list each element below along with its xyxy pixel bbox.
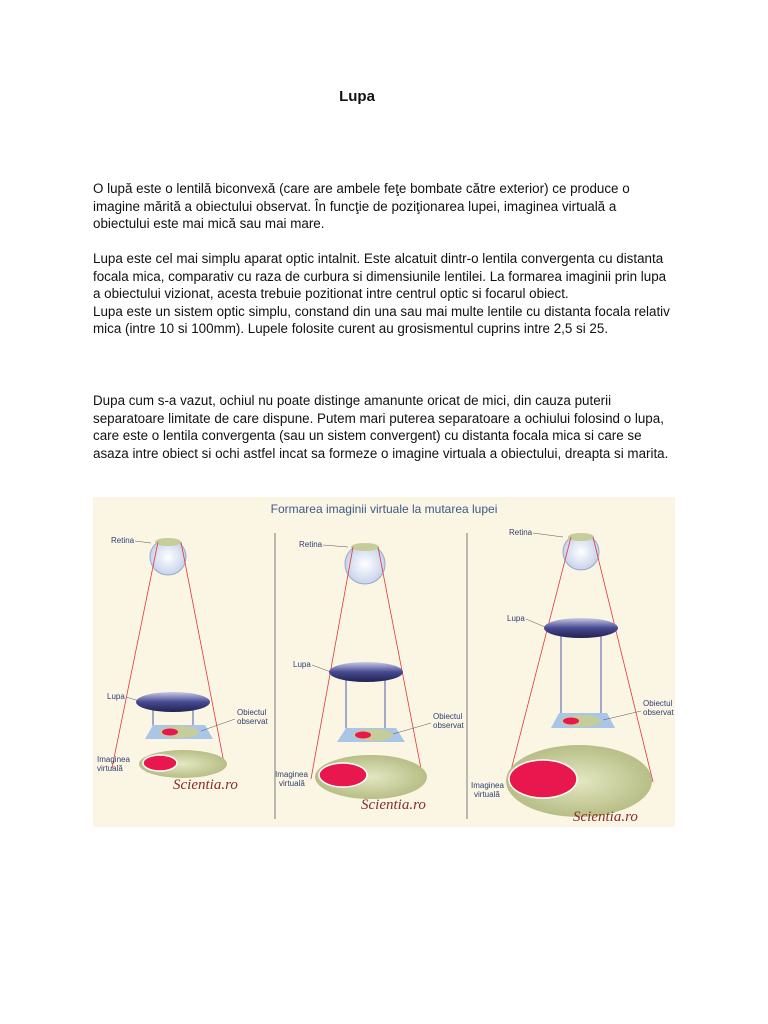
label-lens: Lupa [293, 660, 311, 669]
page-title: Lupa [339, 88, 375, 105]
retina-area [155, 538, 181, 546]
retina-area [568, 533, 594, 541]
paragraph-intro: O lupă este o lentilă biconvexă (care are ambele feţe bombate către exterior) ce produce o imagine mărită a obiectului observat. În funcţie de poziţionarea lupei, imaginea virtuală a obiectului este mai mică sau mai mare. [93, 181, 630, 232]
watermark: Scientia.ro [361, 797, 426, 813]
magnifier-illustration [93, 497, 675, 827]
paragraph-resolving-power: Dupa cum s-a vazut, ochiul nu poate distinge amanunte oricat de mici, din cauza puterii separatoare limitate de care dispune. Putem mari puterea separatoare a ochiului folosind o lupa, care este o lentila convergenta (sau un sistem convergent) cu distanta focala mica si care se asaza intre obiect si ochi astfel incat sa formeze o imagine virtuala a obiectului, dreapta si marita. [93, 393, 669, 461]
label-retina: Retina [299, 540, 323, 549]
label-image-line1: Imaginea [97, 755, 130, 764]
lens [544, 618, 618, 638]
label-object-line2: observat [643, 708, 674, 717]
panel-lens-far [97, 536, 268, 793]
watermark: Scientia.ro [573, 809, 638, 825]
label-retina: Retina [111, 536, 135, 545]
lens [329, 662, 403, 682]
label-lens: Lupa [507, 614, 525, 623]
label-image-line2: virtuală [279, 779, 305, 788]
magnifier-figure [93, 497, 675, 827]
panel-lens-middle [275, 540, 464, 813]
label-image-line1: Imaginea [275, 770, 308, 779]
label-lens: Lupa [107, 692, 125, 701]
label-image-line2: virtuală [97, 764, 123, 773]
label-object-line2: observat [237, 717, 268, 726]
figure-title: Formarea imaginii virtuale la mutarea lupei [270, 502, 498, 516]
panel-lens-near [471, 528, 674, 825]
label-object-line1: Obiectul [237, 708, 267, 717]
retina-area [351, 543, 379, 551]
label-image-line2: virtuală [474, 790, 500, 799]
label-retina: Retina [509, 528, 533, 537]
label-object-line1: Obiectul [643, 699, 673, 708]
label-object-line1: Obiectul [433, 712, 463, 721]
paragraph-description: Lupa este cel mai simplu aparat optic intalnit. Este alcatuit dintr-o lentila convergenta cu distanta focala mica, comparativ cu raza de curbura si dimensiunile lentilei. La formarea imaginii prin lupa a obiectului vizionat, acesta trebuie pozitionat intre centrul optic si focarul obiect. Lupa este un sistem optic simplu, constand din una sau mai multe lentile cu distanta focala relativ mica (intre 10 si 100mm). Lupele folosite curent au grosismentul cuprins intre 2,5 si 25. [93, 251, 670, 337]
watermark: Scientia.ro [173, 777, 238, 793]
label-image-line1: Imaginea [471, 781, 504, 790]
label-object-line2: observat [433, 721, 464, 730]
lens [136, 692, 210, 712]
